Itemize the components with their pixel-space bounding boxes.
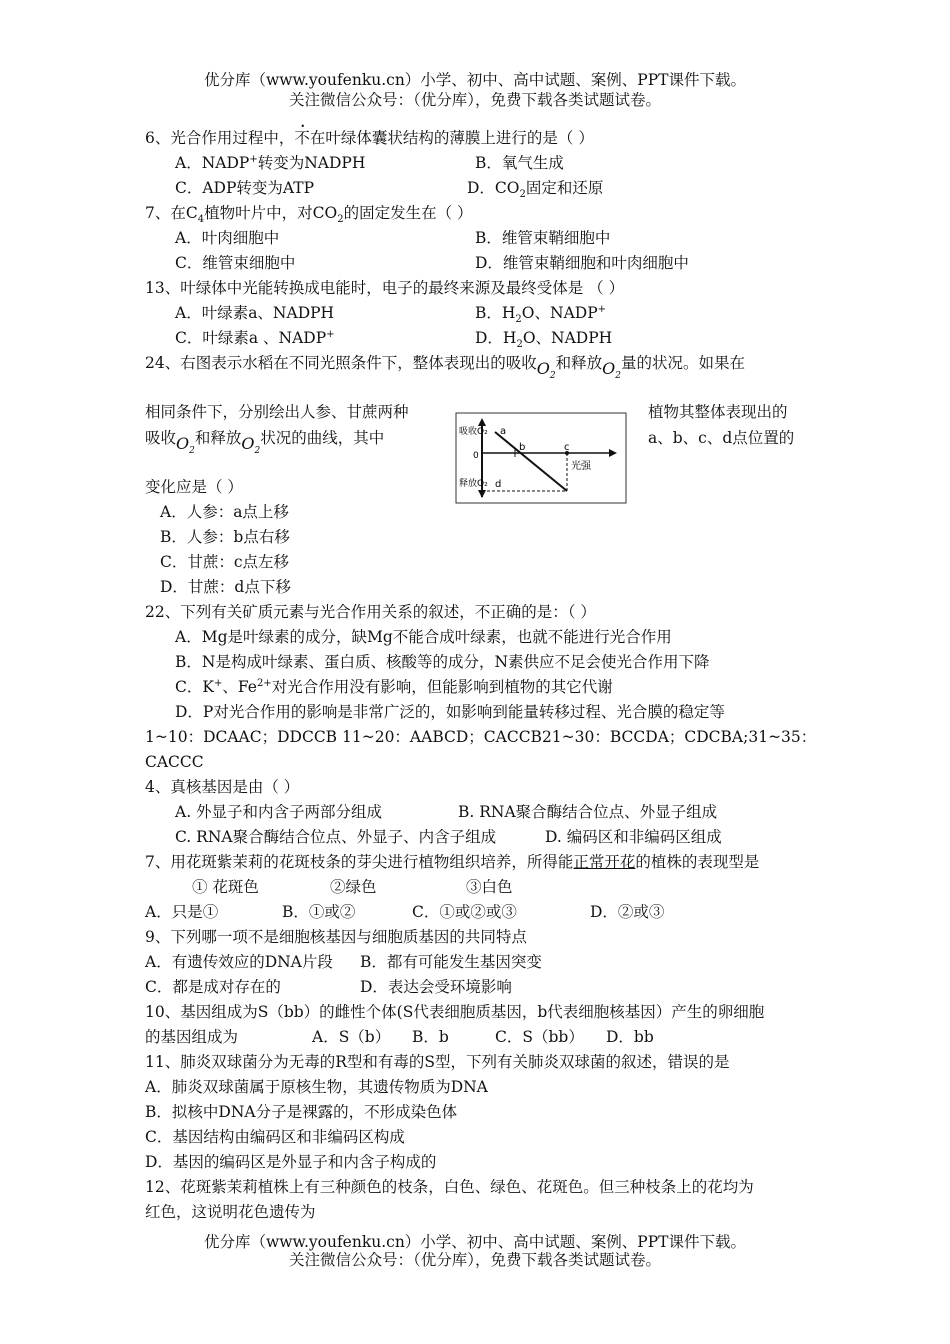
q12-stem-2: 红色，这说明花色遗传为 — [145, 1203, 316, 1221]
y-axis-arrow-up — [478, 418, 486, 426]
q7b-option-d: D．②或③ — [590, 903, 665, 921]
q24-stem-3-right: a、b、c、d点位置的 — [648, 429, 795, 447]
q9-option-a: A．有遗传效应的DNA片段 — [145, 953, 333, 971]
q11-option-c: C．基因结构由编码区和非编码区构成 — [145, 1128, 405, 1146]
q7a-option-b: B．维管束鞘细胞中 — [475, 229, 611, 247]
q11-option-d: D．基因的编码区是外显子和内含子构成的 — [145, 1153, 437, 1171]
q13-option-b: B．$H_2O$、NADP+ — [475, 303, 607, 326]
o2-symbol: $O_2$ — [536, 359, 556, 382]
header-line-1: 优分库（www.youfenku.cn）小学、初中、高中试题、案例、PPT课件下载。 — [203, 71, 747, 89]
q6-option-a: A．NADP+转变为NADPH — [175, 153, 366, 172]
q7b-option-b: B．①或② — [282, 903, 356, 921]
q7a-stem: 7、在$C_4$植物叶片中，对$CO_2$的固定发生在（ ） — [145, 204, 473, 226]
q13-option-a: A．叶绿素a、NADPH — [175, 304, 335, 322]
graph-absorb-label: 吸收O₂ — [459, 427, 488, 437]
graph-point-a: a — [500, 426, 507, 437]
graph-origin-label: 0 — [473, 451, 479, 461]
emphasis-dot: 不 — [294, 129, 310, 147]
q24-stem-1: 24、右图表示水稻在不同光照条件下，整体表现出的吸收$O_2$和释放$O_2$量的状况。如果在 — [145, 354, 745, 382]
q7b-choice-2: ②绿色 — [330, 878, 377, 896]
q7b-option-a: A．只是① — [145, 903, 219, 921]
q4-option-d: D. 编码区和非编码区组成 — [545, 828, 722, 846]
q11-stem: 11、肺炎双球菌分为无毒的R型和有毒的S型，下列有关肺炎双球菌的叙述，错误的是 — [145, 1053, 730, 1071]
q6-option-d: D．$CO_2$固定和还原 — [467, 179, 604, 201]
q4-stem: 4、真核基因是由（ ） — [145, 778, 300, 796]
q11-option-b: B．拟核中DNA分子是裸露的，不形成染色体 — [145, 1103, 458, 1121]
q13-option-c: C．叶绿素a 、NADP+ — [175, 328, 335, 347]
q24-option-a: A．人参：a点上移 — [160, 503, 289, 521]
q24-stem-3: 吸收$O_2$和释放$O_2$状况的曲线，其中 — [145, 429, 385, 457]
footer-line-1: 优分库（www.youfenku.cn）小学、初中、高中试题、案例、PPT课件下载。 — [203, 1233, 747, 1251]
header-line-2: 关注微信公众号：（优分库），免费下载各类试题试卷。 — [288, 91, 661, 109]
q24-option-d: D．甘蔗：d点下移 — [160, 578, 291, 596]
o2-symbol: $O_2$ — [602, 359, 621, 382]
q24-option-b: B．人参：b点右移 — [160, 528, 290, 546]
q9-option-c: C．都是成对存在的 — [145, 978, 281, 996]
q10-stem-2: 的基因组成为 — [145, 1028, 239, 1046]
o2-symbol: $O_2$ — [241, 434, 261, 457]
footer-line-2: 关注微信公众号：（优分库），免费下载各类试题试卷。 — [288, 1251, 661, 1269]
q22-option-d: D．P对光合作用的影响是非常广泛的，如影响到能量转移过程、光合膜的稳定等 — [175, 703, 725, 721]
q24-stem-2-left: 相同条件下，分别绘出人参、甘蔗两种 — [145, 403, 409, 421]
q4-option-b: B. RNA聚合酶结合位点、外显子组成 — [458, 803, 718, 821]
q10-option-d: D．bb — [606, 1028, 654, 1046]
graph-light-label: 光强 — [571, 461, 591, 472]
q7b-choice-1: ① 花斑色 — [192, 878, 259, 896]
q10-option-c: C．S（bb） — [495, 1028, 584, 1046]
q13-stem: 13、叶绿体中光能转换成电能时，电子的最终来源及最终受体是 （ ） — [145, 279, 625, 297]
q4-option-c: C. RNA聚合酶结合位点、外显子、内含子组成 — [175, 828, 497, 846]
q6-option-b: B．氧气生成 — [475, 154, 564, 172]
q10-stem-1: 10、基因组成为S（bb）的雌性个体(S代表细胞质基因，b代表细胞核基因）产生的卵细胞 — [145, 1003, 765, 1021]
q22-option-b: B．N是构成叶绿素、蛋白质、核酸等的成分，N素供应不足会使光合作用下降 — [175, 653, 710, 671]
q9-option-d: D．表达会受环境影响 — [360, 978, 512, 996]
q11-option-a: A．肺炎双球菌属于原核生物，其遗传物质为DNA — [145, 1078, 488, 1096]
q7b-choice-3: ③白色 — [466, 878, 513, 896]
answer-key-line-2: CACCC — [145, 753, 204, 771]
q22-option-c: C．K+、$Fe^{2+}$对光合作用没有影响，但能影响到植物的其它代谢 — [175, 677, 613, 696]
q12-stem-1: 12、花斑紫茉莉植株上有三种颜色的枝条，白色、绿色、花斑色。但三种枝条上的花均为 — [145, 1178, 754, 1196]
graph-point-c: c — [564, 442, 570, 453]
q10-option-b: B．b — [412, 1028, 449, 1046]
q4-option-a: A. 外显子和内含子两部分组成 — [175, 803, 383, 821]
q13-option-d: D．$H_2O$、NADPH — [475, 329, 613, 351]
graph-release-label: 释放O₂ — [459, 479, 488, 489]
photosynthesis-light-graph — [455, 412, 635, 508]
q24-option-c: C．甘蔗：c点左移 — [160, 553, 290, 571]
q7a-option-a: A．叶肉细胞中 — [175, 229, 280, 247]
q10-option-a: A．S（b） — [312, 1028, 391, 1046]
q6-stem: 6、光合作用过程中，不在叶绿体囊状结构的薄膜上进行的是（ ） — [145, 129, 594, 147]
q9-option-b: B．都有可能发生基因突变 — [360, 953, 542, 971]
q7b-option-c: C．①或②或③ — [412, 903, 517, 921]
answer-key-line-1: 1~10：DCAAC；DDCCB 11~20：AABCD；CACCB21~30：BCCDA；CDCBA;31~35： — [145, 728, 817, 746]
graph-point-b: b — [519, 442, 526, 453]
q24-stem-4: 变化应是（ ） — [145, 478, 243, 496]
q7b-stem: 7、用花斑紫茉莉的花斑枝条的芽尖进行植物组织培养，所得能正常开花的植株的表现型是 — [145, 853, 760, 871]
x-axis-arrow — [609, 449, 617, 457]
graph-point-d: d — [495, 479, 502, 490]
q7a-option-d: D．维管束鞘细胞和叶肉细胞中 — [475, 254, 689, 272]
q6-option-c: C．ADP转变为ATP — [175, 179, 315, 197]
o2-symbol: $O_2$ — [176, 434, 195, 457]
response-curve — [495, 432, 567, 491]
q24-stem-2-right: 植物其整体表现出的 — [648, 403, 788, 421]
q22-option-a: A．Mg是叶绿素的成分，缺Mg不能合成叶绿素，也就不能进行光合作用 — [175, 628, 672, 646]
q9-stem: 9、下列哪一项不是细胞核基因与细胞质基因的共同特点 — [145, 928, 527, 946]
q7a-option-c: C．维管束细胞中 — [175, 254, 296, 272]
q22-stem: 22、下列有关矿质元素与光合作用关系的叙述，不正确的是：（ ） — [145, 603, 596, 621]
